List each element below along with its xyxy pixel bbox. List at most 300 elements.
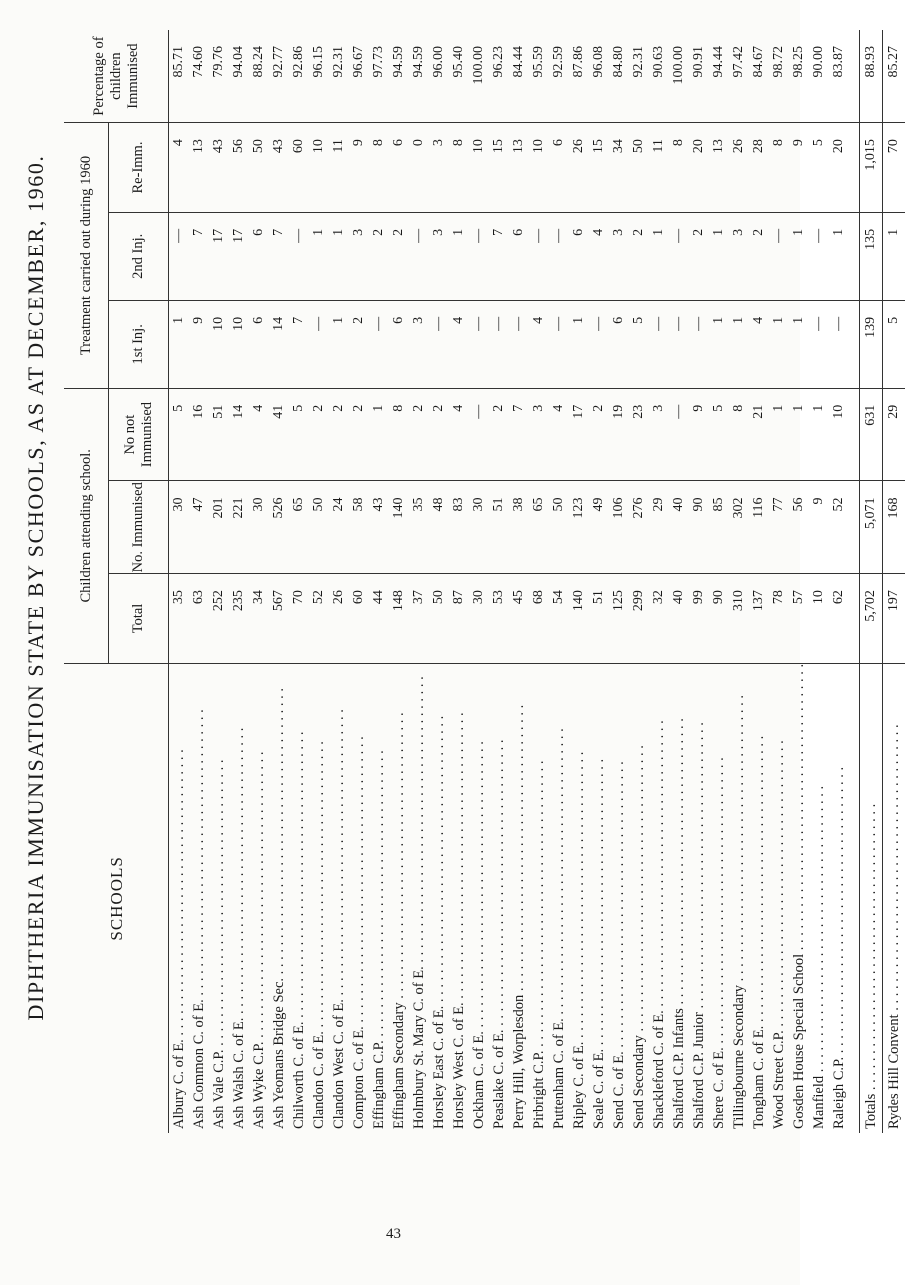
table-row <box>569 30 589 1133</box>
cell-second-inj: 1 <box>329 212 349 300</box>
cell-total: 68 <box>529 574 549 664</box>
cell-percentage: 100.00 <box>669 30 689 123</box>
cell-total: 54 <box>549 574 569 664</box>
extra-row <box>883 30 905 1133</box>
cell-total: 35 <box>169 574 190 664</box>
cell-total: 299 <box>629 574 649 664</box>
dot-leader: . . . . . . . . . . . . . . . . . . . . . . . . . . . . . . . . . . . . . . . . <box>191 709 207 1000</box>
cell-re-imm: 50 <box>629 123 649 213</box>
cell-first-inj: — <box>829 300 849 388</box>
cell-percentage: 90.00 <box>809 30 829 123</box>
cell-percentage: 94.04 <box>229 30 249 123</box>
cell-total: 125 <box>609 574 629 664</box>
cell-immunised: 30 <box>469 481 489 574</box>
cell-not-immunised: 14 <box>229 388 249 481</box>
cell-re-imm: 50 <box>249 123 269 213</box>
cell-first-inj: 1 <box>769 300 789 388</box>
header-schools: SCHOOLS <box>64 663 169 1133</box>
dot-leader: . . . . . . . . . . . . . . . . . . . . . . . . . . . . . . . . . . . . . . . . <box>431 715 447 1006</box>
cell-re-imm: 20 <box>829 123 849 213</box>
cell-second-inj: 2 <box>749 212 769 300</box>
dot-leader: . . . . . . . . . . . . . . . . . . . . . . . . . . . . . . . . . . . . . . . . <box>691 722 707 1013</box>
dot-leader: . . . . . . . . . . . . . . . . . . . . . . . . . . . . . . . . . . . . . . . . <box>531 760 547 1051</box>
dot-leader: . . . . . . . . . . . . . . . . . . . . . . . . . . . . . . . . . . . . . . . . <box>471 741 487 1032</box>
cell-immunised: 52 <box>829 481 849 574</box>
header-not-immunised: No not Immunised <box>109 388 169 481</box>
cell-not-immunised: 7 <box>509 388 529 481</box>
extra-row-school: Rydes Hill Convent . . . . . . . . . . . . . . . . . . . . . . . . . . . . . . . . . . . . . . . . <box>886 724 902 1129</box>
cell-re-imm: 13 <box>509 123 529 213</box>
cell-first-inj: 14 <box>269 300 289 388</box>
cell-percentage: 96.08 <box>589 30 609 123</box>
cell-percentage: 92.59 <box>549 30 569 123</box>
dot-leader: . . . . . . . . . . . . . . . . . . . . . . . . . . . . . . . . . . . . . . . . <box>811 785 827 1076</box>
cell-immunised: 221 <box>229 481 249 574</box>
cell-re-imm: 15 <box>489 123 509 213</box>
cell-immunised: 65 <box>289 481 309 574</box>
cell-not-immunised: 10 <box>829 388 849 481</box>
dot-leader: . . . . . . . . . . . . . . . . . . . . . . . . . . . . . . . . . . . . . . . . <box>651 720 667 1011</box>
cell-not-immunised: 4 <box>549 388 569 481</box>
dot-leader: . . . . . . . . . . . . . . . . . . . . . . . . . . . . . . . . . . . . . . . . <box>411 676 427 967</box>
cell-second-inj: 6 <box>249 212 269 300</box>
cell-percentage: 92.31 <box>329 30 349 123</box>
table-row <box>829 30 849 1133</box>
cell-first-inj: 1 <box>709 300 729 388</box>
table-row <box>749 30 769 1133</box>
dot-leader: . . . . . . . . . . . . . . . . . . . . . . . . . . . . . . . . . . . . . . . . <box>251 751 267 1042</box>
cell-re-imm: 56 <box>229 123 249 213</box>
cell-percentage: 97.42 <box>729 30 749 123</box>
dot-leader: . . . . . . . . . . . . . . . . . . . . . . . . . . . . . . . . . . . . . . . . <box>231 727 247 1018</box>
table-row <box>509 30 529 1133</box>
cell-re-imm: 8 <box>369 123 389 213</box>
dot-leader: . . . . . . . . . . . . . . . . . . . . . . . . . . . . . . . . . . . . . . . . <box>491 739 507 1030</box>
header-re-imm: Re-Imm. <box>109 123 169 213</box>
cell-immunised: 526 <box>269 481 289 574</box>
cell-not-immunised: 4 <box>449 388 469 481</box>
school-name: Ash Common C. of E. . . . . . . . . . . . . . . . . . . . . . . . . . . . . . . . . . . . . . . . . <box>191 709 207 1129</box>
cell-first-inj: — <box>809 300 829 388</box>
school-name: Compton C. of E. . . . . . . . . . . . . . . . . . . . . . . . . . . . . . . . . . . . . . . . . <box>351 736 367 1129</box>
cell-first-inj: 9 <box>189 300 209 388</box>
table-row <box>429 30 449 1133</box>
cell-second-inj: 3 <box>429 212 449 300</box>
cell-second-inj: 2 <box>689 212 709 300</box>
dot-leader: . . . . . . . . . . . . . . . . . . . . . . . . . . . . . . . . . . . . . . . . <box>351 736 367 1027</box>
spacer-cell <box>849 212 860 300</box>
cell-re-imm: 6 <box>549 123 569 213</box>
school-name: Tillingbourne Secondary . . . . . . . . . . . . . . . . . . . . . . . . . . . . . . . . . . . . . . . . <box>731 694 747 1129</box>
table-row <box>469 30 489 1133</box>
cell-immunised: 140 <box>389 481 409 574</box>
cell-percentage: 90.91 <box>689 30 709 123</box>
table-row <box>409 30 429 1133</box>
school-name: Shalford C.P. Infants . . . . . . . . . . . . . . . . . . . . . . . . . . . . . . . . . . . . . . . . <box>671 718 687 1129</box>
cell-re-imm: 10 <box>469 123 489 213</box>
cell-first-inj: 1 <box>789 300 809 388</box>
cell-total: 137 <box>749 574 769 664</box>
dot-leader: . . . . . . . . . . . . . . . . . . . . . . . . . . . . . . . . . . . . . . . . <box>731 694 747 985</box>
cell-total: 52 <box>309 574 329 664</box>
cell-immunised: 56 <box>789 481 809 574</box>
cell-second-inj: 2 <box>369 212 389 300</box>
cell-immunised: 47 <box>189 481 209 574</box>
cell-re-imm: 6 <box>389 123 409 213</box>
table-row <box>189 30 209 1133</box>
cell-re-imm: 10 <box>529 123 549 213</box>
header-second-inj: 2nd Inj. <box>109 212 169 300</box>
cell-re-imm: 10 <box>309 123 329 213</box>
cell-first-inj: 10 <box>209 300 229 388</box>
dot-leader: . . . . . . . . . . . . . . . . . . . . . . . . . . . . . . . . . . . . . . . . <box>551 728 567 1019</box>
cell-immunised: 85 <box>709 481 729 574</box>
extra-row-re-imm: 70 <box>883 123 905 213</box>
cell-percentage: 92.86 <box>289 30 309 123</box>
cell-total: 26 <box>329 574 349 664</box>
cell-not-immunised: 41 <box>269 388 289 481</box>
cell-not-immunised: 2 <box>589 388 609 481</box>
cell-re-imm: 11 <box>329 123 349 213</box>
cell-second-inj: 2 <box>629 212 649 300</box>
dot-leader: . . . . . . . . . . . . . . . . . . . . . . . . . . . . . . . . . . . . . . . . <box>863 803 879 1094</box>
dot-leader: . . . . . . . . . . . . . . . . . . . . . . . . . . . . . . . . . . . . . . . . <box>171 749 187 1040</box>
cell-first-inj: 1 <box>329 300 349 388</box>
cell-not-immunised: 23 <box>629 388 649 481</box>
cell-second-inj: — <box>549 212 569 300</box>
school-name: Pirbright C.P. . . . . . . . . . . . . . . . . . . . . . . . . . . . . . . . . . . . . . . . . <box>531 760 547 1129</box>
cell-not-immunised: 2 <box>309 388 329 481</box>
cell-total: 63 <box>189 574 209 664</box>
spacer-cell <box>849 300 860 388</box>
table-row <box>209 30 229 1133</box>
cell-total: 310 <box>729 574 749 664</box>
cell-re-imm: 43 <box>269 123 289 213</box>
dot-leader: . . . . . . . . . . . . . . . . . . . . . . . . . . . . . . . . . . . . . . . . <box>311 741 327 1032</box>
cell-immunised: 43 <box>369 481 389 574</box>
cell-first-inj: 4 <box>749 300 769 388</box>
totals-first-inj: 139 <box>860 300 883 388</box>
cell-first-inj: — <box>549 300 569 388</box>
cell-total: 32 <box>649 574 669 664</box>
cell-not-immunised: 1 <box>769 388 789 481</box>
school-name: Shere C. of E. . . . . . . . . . . . . . . . . . . . . . . . . . . . . . . . . . . . . . . . . <box>711 757 727 1129</box>
cell-total: 10 <box>809 574 829 664</box>
school-name: Raleigh C.P. . . . . . . . . . . . . . . . . . . . . . . . . . . . . . . . . . . . . . . . . <box>831 766 847 1129</box>
cell-first-inj: 1 <box>569 300 589 388</box>
cell-second-inj: 1 <box>709 212 729 300</box>
cell-percentage: 96.23 <box>489 30 509 123</box>
cell-second-inj: — <box>809 212 829 300</box>
dot-leader: . . . . . . . . . . . . . . . . . . . . . . . . . . . . . . . . . . . . . . . . <box>371 750 387 1041</box>
cell-percentage: 100.00 <box>469 30 489 123</box>
cell-total: 252 <box>209 574 229 664</box>
header-immunised: No. Immunised <box>109 481 169 574</box>
cell-total: 50 <box>429 574 449 664</box>
cell-not-immunised: 2 <box>329 388 349 481</box>
cell-immunised: 29 <box>649 481 669 574</box>
cell-second-inj: 7 <box>269 212 289 300</box>
cell-percentage: 95.40 <box>449 30 469 123</box>
dot-leader: . . . . . . . . . . . . . . . . . . . . . . . . . . . . . . . . . . . . . . . . <box>671 718 687 1009</box>
extra-row-percentage: 85.27 <box>883 30 905 123</box>
school-name: Perry Hill, Worplesdon . . . . . . . . . . . . . . . . . . . . . . . . . . . . . . . . . . . . . . . . <box>511 704 527 1129</box>
extra-row-total: 197 <box>883 574 905 664</box>
cell-total: 148 <box>389 574 409 664</box>
school-name: Ripley C. of E. . . . . . . . . . . . . . . . . . . . . . . . . . . . . . . . . . . . . . . . . <box>571 751 587 1129</box>
dot-leader: . . . . . . . . . . . . . . . . . . . . . . . . . . . . . . . . . . . . . . . . <box>711 757 727 1048</box>
cell-second-inj: 6 <box>509 212 529 300</box>
cell-second-inj: — <box>769 212 789 300</box>
school-name: Clandon C. of E. . . . . . . . . . . . . . . . . . . . . . . . . . . . . . . . . . . . . . . . . <box>311 741 327 1129</box>
school-name: Send Secondary . . . . . . . . . . . . . . . . . . . . . . . . . . . . . . . . . . . . . . . . <box>631 745 647 1129</box>
page-number: 43 <box>386 1226 401 1242</box>
cell-second-inj: 7 <box>489 212 509 300</box>
table-row <box>289 30 309 1133</box>
cell-not-immunised: 2 <box>429 388 449 481</box>
cell-re-imm: 4 <box>169 123 190 213</box>
cell-total: 140 <box>569 574 589 664</box>
cell-re-imm: 11 <box>649 123 669 213</box>
dot-leader: . . . . . . . . . . . . . . . . . . . . . . . . . . . . . . . . . . . . . . . . <box>211 759 227 1050</box>
cell-immunised: 30 <box>249 481 269 574</box>
cell-percentage: 74.60 <box>189 30 209 123</box>
header-children-group: Children attending school. <box>64 388 109 663</box>
cell-re-imm: 3 <box>429 123 449 213</box>
cell-re-imm: 26 <box>569 123 589 213</box>
cell-immunised: 201 <box>209 481 229 574</box>
table-body <box>169 30 905 1133</box>
cell-not-immunised: 19 <box>609 388 629 481</box>
cell-not-immunised: 16 <box>189 388 209 481</box>
dot-leader: . . . . . . . . . . . . . . . . . . . . . . . . . . . . . . . . . . . . . . . . <box>611 761 627 1052</box>
cell-re-imm: 15 <box>589 123 609 213</box>
cell-second-inj: — <box>469 212 489 300</box>
school-name: Clandon West C. of E. . . . . . . . . . . . . . . . . . . . . . . . . . . . . . . . . . . . . . . . . <box>331 709 347 1129</box>
cell-not-immunised: 2 <box>349 388 369 481</box>
cell-total: 44 <box>369 574 389 664</box>
cell-not-immunised: 3 <box>529 388 549 481</box>
cell-total: 34 <box>249 574 269 664</box>
cell-re-imm: 26 <box>729 123 749 213</box>
cell-total: 57 <box>789 574 809 664</box>
cell-not-immunised: 2 <box>489 388 509 481</box>
totals-label: Totals . . . . . . . . . . . . . . . . . . . . . . . . . . . . . . . . . . . . . . . . <box>860 663 883 1133</box>
cell-first-inj: — <box>649 300 669 388</box>
school-name: Wood Street C.P. . . . . . . . . . . . . . . . . . . . . . . . . . . . . . . . . . . . . . . . . <box>771 740 787 1129</box>
cell-percentage: 85.71 <box>169 30 190 123</box>
totals-not-immunised: 631 <box>860 388 883 481</box>
cell-percentage: 98.25 <box>789 30 809 123</box>
table-row <box>249 30 269 1133</box>
cell-total: 567 <box>269 574 289 664</box>
cell-first-inj: 5 <box>629 300 649 388</box>
cell-immunised: 276 <box>629 481 649 574</box>
school-name: Puttenham C. of E. . . . . . . . . . . . . . . . . . . . . . . . . . . . . . . . . . . . . . . . . <box>551 728 567 1129</box>
school-name: Peaslake C. of E. . . . . . . . . . . . . . . . . . . . . . . . . . . . . . . . . . . . . . . . . <box>491 739 507 1129</box>
school-name: Effingham C.P. . . . . . . . . . . . . . . . . . . . . . . . . . . . . . . . . . . . . . . . . <box>371 750 387 1129</box>
immunisation-table <box>64 30 905 1133</box>
school-name: Holmbury St. Mary C. of E. . . . . . . . . . . . . . . . . . . . . . . . . . . . . . . . . . . . . . . . . <box>411 676 427 1129</box>
cell-not-immunised: 3 <box>649 388 669 481</box>
cell-re-imm: 8 <box>449 123 469 213</box>
cell-not-immunised: 51 <box>209 388 229 481</box>
cell-total: 53 <box>489 574 509 664</box>
cell-immunised: 58 <box>349 481 369 574</box>
cell-percentage: 96.00 <box>429 30 449 123</box>
cell-re-imm: 0 <box>409 123 429 213</box>
cell-first-inj: 2 <box>349 300 369 388</box>
cell-immunised: 83 <box>449 481 469 574</box>
table-row <box>549 30 569 1133</box>
dot-leader: . . . . . . . . . . . . . . . . . . . . . . . . . . . . . . . . . . . . . . . . <box>291 731 307 1022</box>
extra-row-not-immunised: 29 <box>883 388 905 481</box>
dot-leader: . . . . . . . . . . . . . . . . . . . . . . . . . . . . . . . . . . . . . . . . <box>591 758 607 1049</box>
school-name: Manfield . . . . . . . . . . . . . . . . . . . . . . . . . . . . . . . . . . . . . . . . <box>811 785 827 1129</box>
cell-percentage: 84.67 <box>749 30 769 123</box>
cell-first-inj: 3 <box>409 300 429 388</box>
cell-second-inj: 17 <box>209 212 229 300</box>
cell-re-imm: 28 <box>749 123 769 213</box>
extra-row-first-inj: 5 <box>883 300 905 388</box>
cell-not-immunised: 4 <box>249 388 269 481</box>
cell-re-imm: 13 <box>709 123 729 213</box>
cell-second-inj: 1 <box>649 212 669 300</box>
table-row <box>449 30 469 1133</box>
totals-re-imm: 1,015 <box>860 123 883 213</box>
spacer-row <box>849 30 860 1133</box>
cell-not-immunised: 2 <box>409 388 429 481</box>
cell-second-inj: 3 <box>609 212 629 300</box>
dot-leader: . . . . . . . . . . . . . . . . . . . . . . . . . . . . . . . . . . . . . . . . <box>271 687 287 978</box>
cell-immunised: 123 <box>569 481 589 574</box>
table-row <box>369 30 389 1133</box>
table-row <box>489 30 509 1133</box>
cell-percentage: 96.67 <box>349 30 369 123</box>
cell-not-immunised: — <box>469 388 489 481</box>
school-name: Gosden House Special School . . . . . . . . . . . . . . . . . . . . . . . . . . . . . . . . . . . . . . . . <box>791 663 807 1129</box>
cell-second-inj: 17 <box>229 212 249 300</box>
cell-total: 87 <box>449 574 469 664</box>
school-name: Chilworth C. of E. . . . . . . . . . . . . . . . . . . . . . . . . . . . . . . . . . . . . . . . . <box>291 731 307 1129</box>
school-name: Horsley West C. of E. . . . . . . . . . . . . . . . . . . . . . . . . . . . . . . . . . . . . . . . . <box>451 712 467 1129</box>
spacer-cell <box>849 388 860 481</box>
cell-total: 62 <box>829 574 849 664</box>
school-name: Shackleford C. of E. . . . . . . . . . . . . . . . . . . . . . . . . . . . . . . . . . . . . . . . . <box>651 720 667 1129</box>
dot-leader: . . . . . . . . . . . . . . . . . . . . . . . . . . . . . . . . . . . . . . . . <box>571 751 587 1042</box>
dot-leader: . . . . . . . . . . . . . . . . . . . . . . . . . . . . . . . . . . . . . . . . <box>771 740 787 1031</box>
totals-immunised: 5,071 <box>860 481 883 574</box>
cell-second-inj: — <box>529 212 549 300</box>
table-row <box>769 30 789 1133</box>
cell-percentage: 95.59 <box>529 30 549 123</box>
totals-total: 5,702 <box>860 574 883 664</box>
table-row <box>169 30 190 1133</box>
school-name: Ash Yeomans Bridge Sec. . . . . . . . . . . . . . . . . . . . . . . . . . . . . . . . . . . . . . . . . <box>271 687 287 1129</box>
cell-not-immunised: 1 <box>809 388 829 481</box>
cell-immunised: 65 <box>529 481 549 574</box>
spacer-cell <box>849 663 860 1133</box>
cell-immunised: 51 <box>489 481 509 574</box>
cell-total: 40 <box>669 574 689 664</box>
table-row <box>649 30 669 1133</box>
cell-not-immunised: 21 <box>749 388 769 481</box>
cell-percentage: 97.73 <box>369 30 389 123</box>
cell-total: 78 <box>769 574 789 664</box>
cell-immunised: 38 <box>509 481 529 574</box>
cell-second-inj: 7 <box>189 212 209 300</box>
cell-immunised: 48 <box>429 481 449 574</box>
cell-total: 99 <box>689 574 709 664</box>
cell-first-inj: 1 <box>169 300 190 388</box>
cell-percentage: 94.44 <box>709 30 729 123</box>
cell-first-inj: — <box>469 300 489 388</box>
table-row <box>269 30 289 1133</box>
school-name: Seale C. of E. . . . . . . . . . . . . . . . . . . . . . . . . . . . . . . . . . . . . . . . . <box>591 758 607 1129</box>
spacer-cell <box>849 481 860 574</box>
table-row <box>809 30 829 1133</box>
cell-second-inj: 1 <box>449 212 469 300</box>
cell-second-inj: — <box>409 212 429 300</box>
cell-re-imm: 9 <box>349 123 369 213</box>
cell-immunised: 30 <box>169 481 190 574</box>
cell-first-inj: — <box>669 300 689 388</box>
dot-leader: . . . . . . . . . . . . . . . . . . . . . . . . . . . . . . . . . . . . . . . . <box>451 712 467 1003</box>
table-row <box>309 30 329 1133</box>
dot-leader: . . . . . . . . . . . . . . . . . . . . . . . . . . . . . . . . . . . . . . . . <box>631 745 647 1036</box>
cell-percentage: 92.31 <box>629 30 649 123</box>
cell-immunised: 24 <box>329 481 349 574</box>
cell-immunised: 302 <box>729 481 749 574</box>
cell-total: 60 <box>349 574 369 664</box>
cell-percentage: 92.77 <box>269 30 289 123</box>
cell-not-immunised: 1 <box>369 388 389 481</box>
table-row <box>609 30 629 1133</box>
cell-re-imm: 43 <box>209 123 229 213</box>
cell-re-imm: 34 <box>609 123 629 213</box>
cell-percentage: 98.72 <box>769 30 789 123</box>
cell-first-inj: 1 <box>729 300 749 388</box>
cell-not-immunised: 5 <box>169 388 190 481</box>
cell-first-inj: — <box>309 300 329 388</box>
cell-percentage: 84.80 <box>609 30 629 123</box>
totals-percentage: 88.93 <box>860 30 883 123</box>
cell-first-inj: 4 <box>449 300 469 388</box>
cell-immunised: 9 <box>809 481 829 574</box>
cell-re-imm: 13 <box>189 123 209 213</box>
header-first-inj: 1st Inj. <box>109 300 169 388</box>
cell-total: 45 <box>509 574 529 664</box>
school-name: Send C. of E. . . . . . . . . . . . . . . . . . . . . . . . . . . . . . . . . . . . . . . . . <box>611 761 627 1129</box>
header-total: Total <box>109 574 169 664</box>
cell-second-inj: 4 <box>589 212 609 300</box>
cell-first-inj: 6 <box>249 300 269 388</box>
school-name: Ockham C. of E. . . . . . . . . . . . . . . . . . . . . . . . . . . . . . . . . . . . . . . . . <box>471 741 487 1129</box>
extra-row-immunised: 168 <box>883 481 905 574</box>
cell-not-immunised: 5 <box>709 388 729 481</box>
cell-re-imm: 8 <box>669 123 689 213</box>
school-name: Tongham C. of E. . . . . . . . . . . . . . . . . . . . . . . . . . . . . . . . . . . . . . . . . <box>751 735 767 1129</box>
cell-second-inj: 3 <box>349 212 369 300</box>
cell-re-imm: 9 <box>789 123 809 213</box>
cell-first-inj: — <box>509 300 529 388</box>
header-treatment-group: Treatment carried out during 1960 <box>64 123 109 389</box>
cell-second-inj: 1 <box>829 212 849 300</box>
spacer-cell <box>849 30 860 123</box>
rotated-table-page <box>23 30 902 1145</box>
cell-re-imm: 20 <box>689 123 709 213</box>
school-name: Ash Vale C.P. . . . . . . . . . . . . . . . . . . . . . . . . . . . . . . . . . . . . . . . . <box>211 759 227 1129</box>
